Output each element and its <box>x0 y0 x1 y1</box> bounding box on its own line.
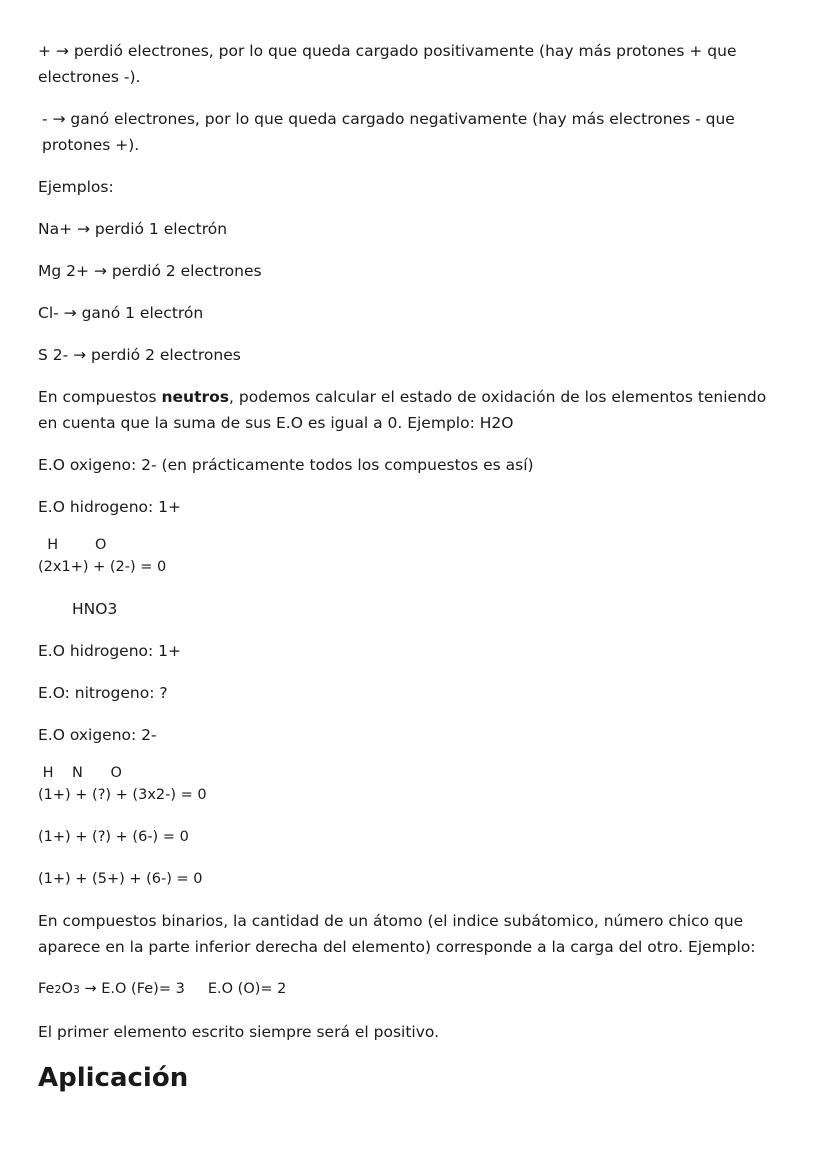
neutral-post: , podemos calcular el estado de oxidación de los elementos teniendo en cuenta que la suma de sus E.O es igual a 0. Ejemplo: H2O <box>38 388 767 432</box>
neutral-bold: neutros <box>161 388 230 406</box>
example-s: S 2- → perdió 2 electrones <box>38 346 241 364</box>
neutral-compounds-paragraph <box>38 384 790 436</box>
o-symbol: O <box>61 981 73 997</box>
eo-oxygen-1: E.O oxigeno: 2- (en prácticamente todos los compuestos es así) <box>38 456 534 474</box>
first-element-positive: El primer elemento escrito siempre será el positivo. <box>38 1023 440 1041</box>
eo-nitrogen: E.O: nitrogeno: ? <box>38 684 168 702</box>
eo-hydrogen-2: E.O hidrogeno: 1+ <box>38 642 182 660</box>
neutral-pre: En compuestos <box>38 388 162 406</box>
h2o-symbols: H O <box>38 537 107 553</box>
section-heading-aplicacion: Aplicación <box>38 1063 189 1093</box>
hno3-equation-2: (1+) + (?) + (6-) = 0 <box>38 829 189 845</box>
fe2o3-result: → E.O (Fe)= 3 E.O (O)= 2 <box>79 981 287 997</box>
fe-symbol: Fe <box>38 981 55 997</box>
binary-compounds-rule: En compuestos binarios, la cantidad de un átomo (el indice subátomico, número chico que aparece en la parte inferior derecha del elemento) corresponde a la carga del otro. Ejemplo: <box>38 912 756 956</box>
example-mg: Mg 2+ → perdió 2 electrones <box>38 262 262 280</box>
hno3-symbols: H N O <box>38 765 122 781</box>
fe2o3-example <box>38 976 790 1003</box>
plus-definition: + → perdió electrones, por lo que queda cargado positivamente (hay más protones + que electrones -). <box>38 42 737 86</box>
example-cl: Cl- → ganó 1 electrón <box>38 304 204 322</box>
hno3-formula: HNO3 <box>72 600 118 618</box>
h2o-equation: (2x1+) + (2-) = 0 <box>38 559 167 575</box>
example-na: Na+ → perdió 1 electrón <box>38 220 228 238</box>
eo-hydrogen-1: E.O hidrogeno: 1+ <box>38 498 182 516</box>
hno3-equation-3: (1+) + (5+) + (6-) = 0 <box>38 871 203 887</box>
examples-label: Ejemplos: <box>38 178 114 196</box>
fe-subscript: 2 <box>54 983 62 996</box>
hno3-equation-1: (1+) + (?) + (3x2-) = 0 <box>38 787 207 803</box>
o-subscript: 3 <box>72 983 80 996</box>
minus-definition: - → ganó electrones, por lo que queda cargado negativamente (hay más electrones - que protones +). <box>42 110 735 154</box>
eo-oxygen-2: E.O oxigeno: 2- <box>38 726 157 744</box>
